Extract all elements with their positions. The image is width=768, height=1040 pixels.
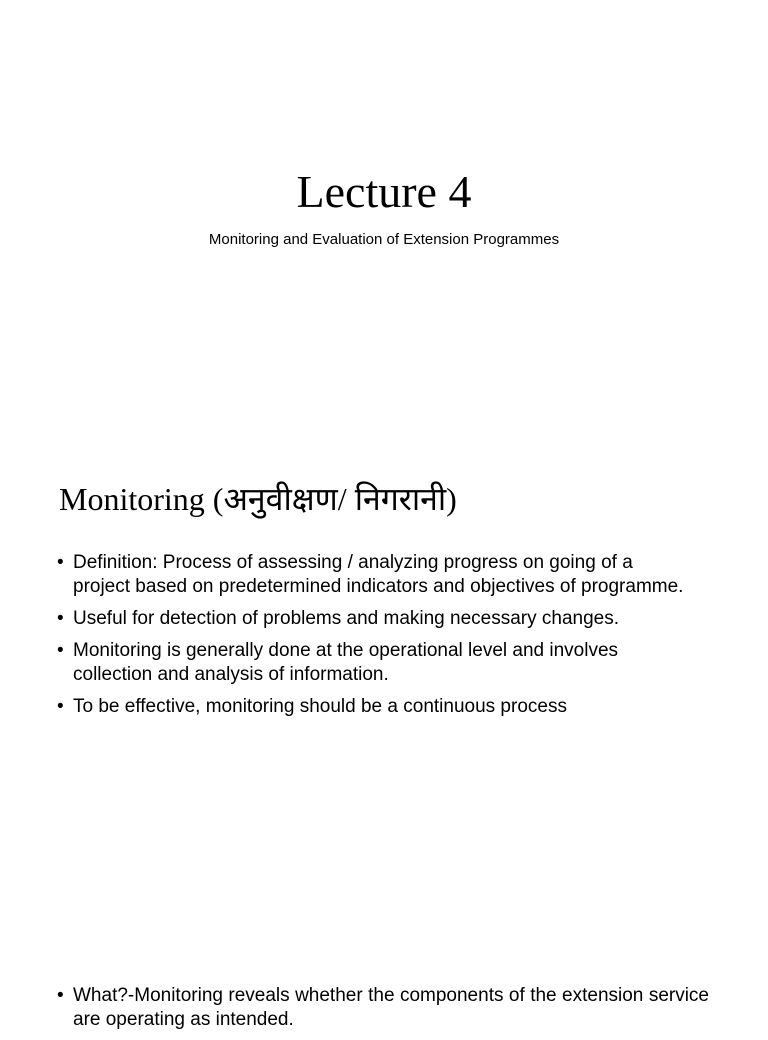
bullet-text: What?-Monitoring reveals whether the components of the extension service are operating as intended.	[73, 985, 709, 1030]
lecture-subtitle: Monitoring and Evaluation of Extension Programmes	[208, 231, 560, 248]
bullet-icon: •	[57, 985, 64, 1006]
lecture-title: Lecture 4	[296, 166, 472, 217]
bullet-text: Definition: Process of assessing / analyzing progress on going of a project based on predetermined indicators and objectives of programme.	[73, 552, 684, 597]
bullet-icon: •	[57, 640, 64, 661]
bullet-icon: •	[57, 608, 64, 629]
bullet-text: Useful for detection of problems and making necessary changes.	[73, 608, 620, 629]
bullet-list	[57, 551, 687, 727]
bullet-item	[57, 984, 709, 1032]
title-slide	[0, 0, 768, 432]
partial-slide	[0, 912, 768, 1030]
bullet-item	[57, 639, 687, 687]
bullet-item	[57, 551, 687, 599]
bullet-list	[57, 984, 709, 1040]
bullet-text: To be effective, monitoring should be a continuous process	[73, 696, 567, 717]
monitoring-slide	[0, 432, 768, 912]
bullet-text: Monitoring is generally done at the operational level and involves collection and analysis of information.	[73, 640, 619, 685]
bullet-item	[57, 695, 687, 719]
bullet-icon: •	[57, 696, 64, 717]
bullet-item	[57, 607, 687, 631]
bullet-icon: •	[57, 552, 64, 573]
slide-heading: Monitoring (अनुवीक्षण/ निगरानी)	[59, 481, 457, 517]
